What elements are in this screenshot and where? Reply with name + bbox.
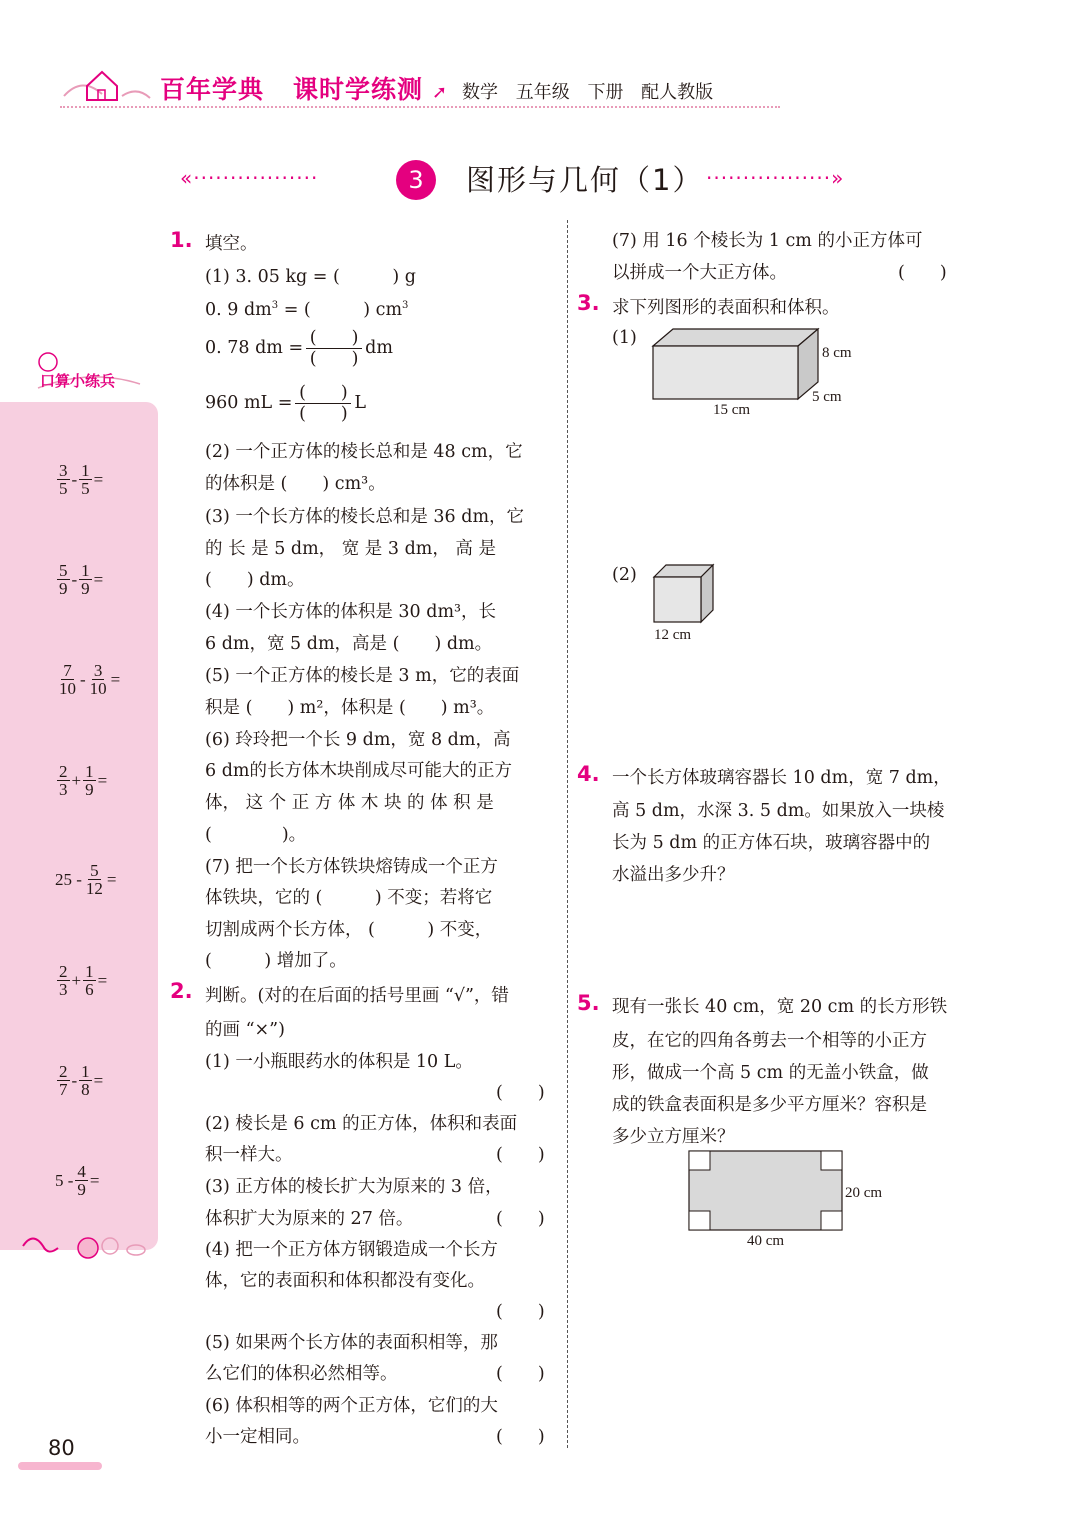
- cuboid-height-label: 8 cm: [822, 345, 852, 361]
- q3-heading: 求下列图形的表面积和体积。: [612, 298, 840, 318]
- q2-stmt2-line1: (2) 棱长是 6 cm 的正方体，体积和表面: [205, 1114, 518, 1134]
- header-divider: [60, 106, 780, 108]
- calc-item: $\frac{2}{3}$ + $\frac{1}{9}$ =: [59, 762, 108, 799]
- q4-line1: 一个长方体玻璃容器长 10 dm，宽 7 dm，: [612, 768, 951, 788]
- calc-item: $\frac{2}{7}$ - $\frac{1}{8}$ =: [59, 1062, 104, 1099]
- q2-stmt5-line1: (5) 如果两个长方体的表面积相等，那: [205, 1333, 498, 1353]
- q3-part2-label: (2): [612, 565, 637, 585]
- q1-part3-line2: 的 长 是 5 dm， 宽 是 3 dm， 高 是: [205, 539, 496, 559]
- q2-stmt7-line2: 以拼成一个大正方体。: [612, 263, 787, 283]
- q2-blank4[interactable]: ( ): [496, 1302, 545, 1322]
- cuboid-length-label: 15 cm: [713, 402, 751, 418]
- calc-item: $\frac{7}{10}$ - $\frac{3}{10}$ =: [59, 661, 121, 698]
- arrow-icon: ➚: [432, 82, 448, 103]
- q1-part3-line1: (3) 一个长方体的棱长总和是 36 dm，它: [205, 507, 525, 527]
- q2-stmt3-line1: (3) 正方体的棱长扩大为原来的 3 倍，: [205, 1177, 503, 1197]
- q1-part6-line1: (6) 玲玲把一个长 9 dm，宽 8 dm，高: [205, 730, 511, 750]
- q5-number: 5.: [577, 991, 600, 1015]
- q1-part6-line2: 6 dm的长方体木块削成尽可能大的正方: [205, 761, 512, 781]
- q4-line3: 长为 5 dm 的正方体石块，玻璃容器中的: [612, 833, 931, 853]
- q1-part6-line3: 体， 这 个 正 方 体 木 块 的 体 积 是: [205, 793, 494, 813]
- q1-part2-line2: 的体积是 ( ) cm³。: [205, 474, 386, 494]
- q1-part1c: 0. 78 dm = ( ) ( ) dm: [205, 328, 393, 369]
- q1-part1d: 960 mL = ( ) ( ) L: [205, 383, 367, 424]
- q2-stmt6-line1: (6) 体积相等的两个正方体，它们的大: [205, 1396, 498, 1416]
- page-title: 图形与几何（1）: [466, 163, 704, 197]
- q1-part4-line1: (4) 一个长方体的体积是 30 dm³，长: [205, 602, 497, 622]
- left-dots-decoration: «·················: [180, 166, 319, 190]
- q5-line2: 皮，在它的四角各剪去一个相等的小正方: [612, 1031, 927, 1051]
- cube-edge-label: 12 cm: [654, 627, 692, 643]
- q2-stmt2-line2: 积一样大。: [205, 1145, 293, 1165]
- q2-heading-line2: 的画 “×”): [205, 1020, 285, 1040]
- q3-number: 3.: [577, 291, 600, 315]
- q5-line3: 形，做成一个高 5 cm 的无盖小铁盒，做: [612, 1063, 929, 1083]
- q1-part7-line1: (7) 把一个长方体铁块熔铸成一个正方: [205, 857, 498, 877]
- q4-line2: 高 5 dm，水深 3. 5 dm。如果放入一块棱: [612, 801, 945, 821]
- cuboid-figure: [650, 326, 820, 404]
- right-dots-decoration: ·················»: [706, 166, 845, 190]
- cuboid-width-label: 5 cm: [812, 389, 842, 405]
- series-name: 课时学练测: [293, 75, 424, 104]
- section-number: 3: [396, 160, 436, 200]
- q2-stmt4-line2: 体，它的表面积和体积都没有变化。: [205, 1271, 485, 1291]
- calc-item: $\frac{5}{9}$ - $\frac{1}{9}$ =: [59, 561, 104, 598]
- q1-part2-line1: (2) 一个正方体的棱长总和是 48 cm，它: [205, 442, 523, 462]
- q5-line5: 多少立方厘米？: [612, 1127, 735, 1147]
- q1-part3-line3: ( ) dm。: [205, 570, 305, 590]
- q1-part4-line2: 6 dm，宽 5 dm，高是 ( ) dm。: [205, 634, 493, 654]
- q1-part7-line4: ( ) 增加了。: [205, 951, 347, 971]
- q2-stmt1: (1) 一小瓶眼药水的体积是 10 L。: [205, 1052, 473, 1072]
- calc-item: $\frac{2}{3}$ + $\frac{1}{6}$ =: [59, 962, 108, 999]
- column-divider: [567, 220, 568, 1448]
- q1-part7-line3: 切割成两个长方体， ( ) 不变，: [205, 920, 493, 940]
- swirl-decoration-icon: [18, 1226, 148, 1266]
- sidebar-panel: [0, 402, 158, 1250]
- q4-line4: 水溢出多少升？: [612, 865, 735, 885]
- q5-line4: 成的铁盒表面积是多少平方厘米？容积是: [612, 1095, 927, 1115]
- q1-part1b: 0. 9 $dm^3$ = ( ) $cm^3$: [205, 300, 409, 320]
- q2-stmt6-line2: 小一定相同。: [205, 1427, 310, 1447]
- q2-blank1[interactable]: ( ): [496, 1083, 545, 1103]
- cube-figure: [652, 563, 716, 625]
- calc-item: $\frac{3}{5}$ - $\frac{1}{5}$ =: [59, 461, 104, 498]
- q1-number: 1.: [170, 228, 193, 252]
- sheet-width-label: 20 cm: [845, 1185, 883, 1201]
- q2-blank3[interactable]: ( ): [496, 1209, 545, 1229]
- page-number: 80: [48, 1436, 75, 1460]
- q1-part5-line2: 积是 ( ) m²，体积是 ( ) m³。: [205, 698, 495, 718]
- q1-part7-line2: 体铁块，它的 ( ) 不变；若将它: [205, 888, 493, 908]
- calc-item: 5 - $\frac{4}{9}$ =: [55, 1162, 100, 1199]
- q1-heading: 填空。: [205, 234, 258, 254]
- q2-blank7[interactable]: ( ): [898, 263, 947, 283]
- q2-number: 2.: [170, 979, 193, 1003]
- sidebar-title: 口算小练兵: [40, 372, 116, 390]
- sheet-length-label: 40 cm: [747, 1233, 785, 1249]
- q2-stmt7-line1: (7) 用 16 个棱长为 1 cm 的小正方体可: [612, 231, 923, 251]
- q4-number: 4.: [577, 762, 600, 786]
- q2-stmt4-line1: (4) 把一个正方体方钢锻造成一个长方: [205, 1240, 498, 1260]
- q1-part5-line1: (5) 一个正方体的棱长是 3 m，它的表面: [205, 666, 520, 686]
- q3-part1-label: (1): [612, 328, 637, 348]
- q2-stmt3-line2: 体积扩大为原来的 27 倍。: [205, 1209, 414, 1229]
- q1-part6-line4: ( )。: [205, 825, 307, 845]
- brand-name: 百年学典: [160, 75, 265, 104]
- calc-item: 25 - $\frac{5}{12}$ =: [55, 861, 117, 898]
- q5-line1: 现有一张长 40 cm，宽 20 cm 的长方形铁: [612, 997, 948, 1017]
- q2-blank2[interactable]: ( ): [496, 1145, 545, 1165]
- q1-part1a: (1) 3. 05 kg = ( ) g: [205, 267, 416, 287]
- sheet-figure: [688, 1150, 844, 1232]
- q2-stmt5-line2: 么它们的体积必然相等。: [205, 1364, 398, 1384]
- q2-blank6[interactable]: ( ): [496, 1427, 545, 1447]
- house-logo-icon: [62, 66, 152, 106]
- page-number-bar: [18, 1462, 102, 1470]
- q2-heading-line1: 判断。(对的在后面的括号里画 “√”，错: [205, 986, 509, 1006]
- q2-blank5[interactable]: ( ): [496, 1364, 545, 1384]
- subject-info: 数学 五年级 下册 配人教版: [462, 82, 714, 103]
